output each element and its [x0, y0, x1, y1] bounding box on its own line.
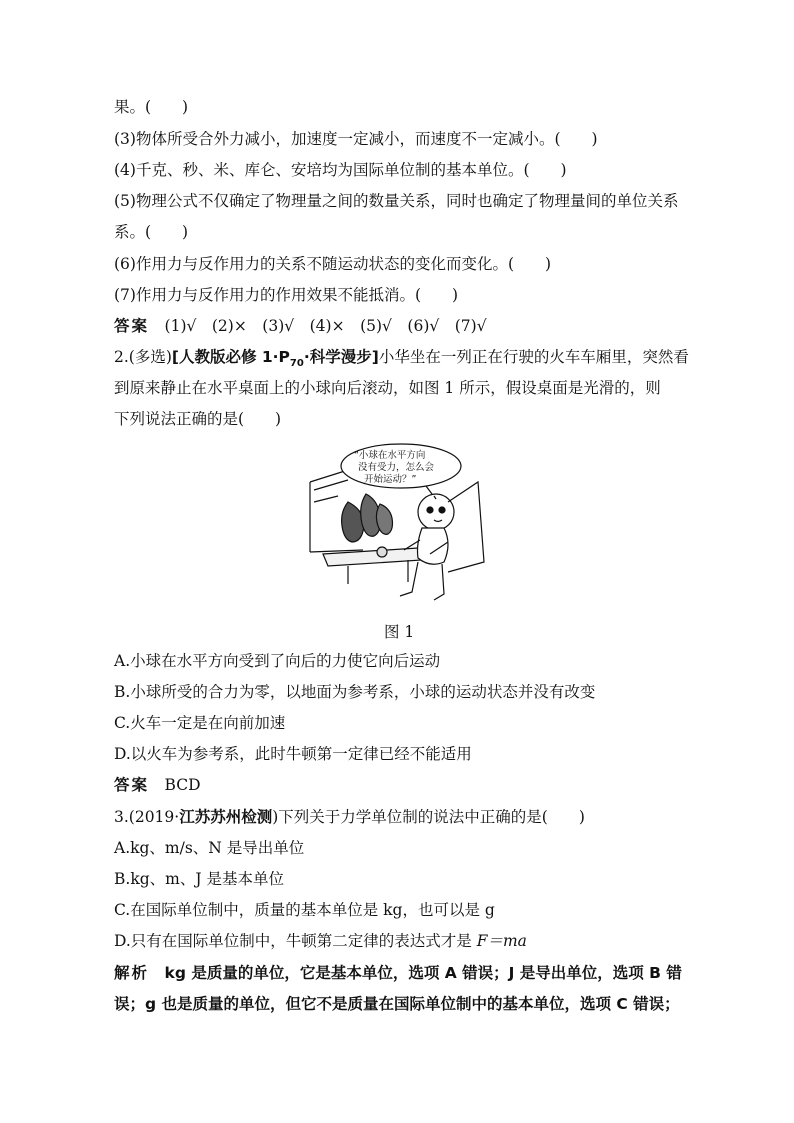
- q3-option-a: A.kg、m/s、N 是导出单位: [114, 839, 305, 857]
- q3-prefix: 3.(2019·: [114, 808, 180, 826]
- tf-item-5: (5)物理公式不仅确定了物理量之间的数量关系，同时也确定了物理量间的单位关系: [114, 192, 679, 210]
- q3-option-b: B.kg、m、J 是基本单位: [114, 870, 284, 888]
- q2-option-b: B.小球所受的合力为零，以地面为参考系，小球的运动状态并没有改变: [114, 683, 596, 701]
- q3-stem: [114, 806, 585, 828]
- tf-item-4: (4)千克、秒、米、库仑、安培均为国际单位制的基本单位。( ): [114, 161, 567, 179]
- q3-stem-rest: )下列关于力学单位制的说法中正确的是( ): [272, 808, 585, 826]
- q2-source: [人教版必修 1·P: [171, 348, 290, 366]
- q3-analysis-line1: [114, 962, 682, 984]
- q2-option-d: D.以火车为参考系，此时牛顿第一定律已经不能适用: [114, 745, 472, 763]
- q3-source: 江苏苏州检测: [179, 808, 273, 826]
- q2-option-c: C.火车一定是在向前加速: [114, 714, 286, 732]
- q2-prefix: 2.(多选): [114, 348, 172, 366]
- tf-answer: (1)√ (2)× (3)√ (4)× (5)√ (6)√ (7)√: [164, 317, 487, 335]
- q2-line1: [114, 346, 689, 375]
- answer-label: 答案: [114, 776, 150, 794]
- tf-item-6: (6)作用力与反作用力的关系不随运动状态的变化而变化。( ): [114, 255, 552, 273]
- tf-item-5-tail: 系。( ): [114, 223, 189, 241]
- speech-line-3: 开始运动？”: [364, 474, 417, 485]
- figure-boy-on-train: [308, 442, 486, 607]
- analysis-label: 解析: [114, 964, 150, 982]
- q3-option-c: C.在国际单位制中，质量的基本单位是 kg，也可以是 g: [114, 901, 495, 919]
- tf-item-2-tail: 果。( ): [114, 98, 189, 116]
- q3-option-d: [114, 930, 527, 952]
- speech-line-2: 没有受力，怎么会: [358, 462, 435, 473]
- q2-answer-line: [114, 774, 201, 796]
- q2-line3: 下列说法正确的是( ): [114, 410, 282, 428]
- q2-answer: BCD: [164, 776, 201, 794]
- q2-source-sub: 70: [289, 358, 304, 370]
- q2-option-a: A.小球在水平方向受到了向后的力使它向后运动: [114, 652, 441, 670]
- q2-source-2: ·科学漫步]: [303, 348, 379, 366]
- tf-item-3: (3)物体所受合外力减小，加速度一定减小，而速度不一定减小。( ): [114, 130, 598, 148]
- tf-item-7: (7)作用力与反作用力的作用效果不能抵消。( ): [114, 286, 459, 304]
- q3-option-d-text: D.只有在国际单位制中，牛顿第二定律的表达式才是: [114, 932, 477, 950]
- figure-caption: 图 1: [384, 623, 415, 641]
- q3-analysis-1: kg 是质量的单位，它是基本单位，选项 A 错误；J 是导出单位，选项 B 错: [149, 964, 682, 982]
- q3-formula: F＝ma: [476, 932, 527, 950]
- answer-label: 答案: [114, 317, 150, 335]
- q2-line1-rest: 小华坐在一列正在行驶的火车车厢里，突然看: [378, 348, 689, 366]
- q2-line2: 到原来静止在水平桌面上的小球向后滚动，如图 1 所示，假设桌面是光滑的，则: [114, 379, 661, 397]
- speech-line-1: “小球在水平方向: [354, 450, 426, 461]
- q3-analysis-line2: 误；g 也是质量的单位，但它不是质量在国际单位制中的基本单位，选项 C 错误；: [114, 995, 680, 1013]
- tf-answer-line: [114, 315, 487, 337]
